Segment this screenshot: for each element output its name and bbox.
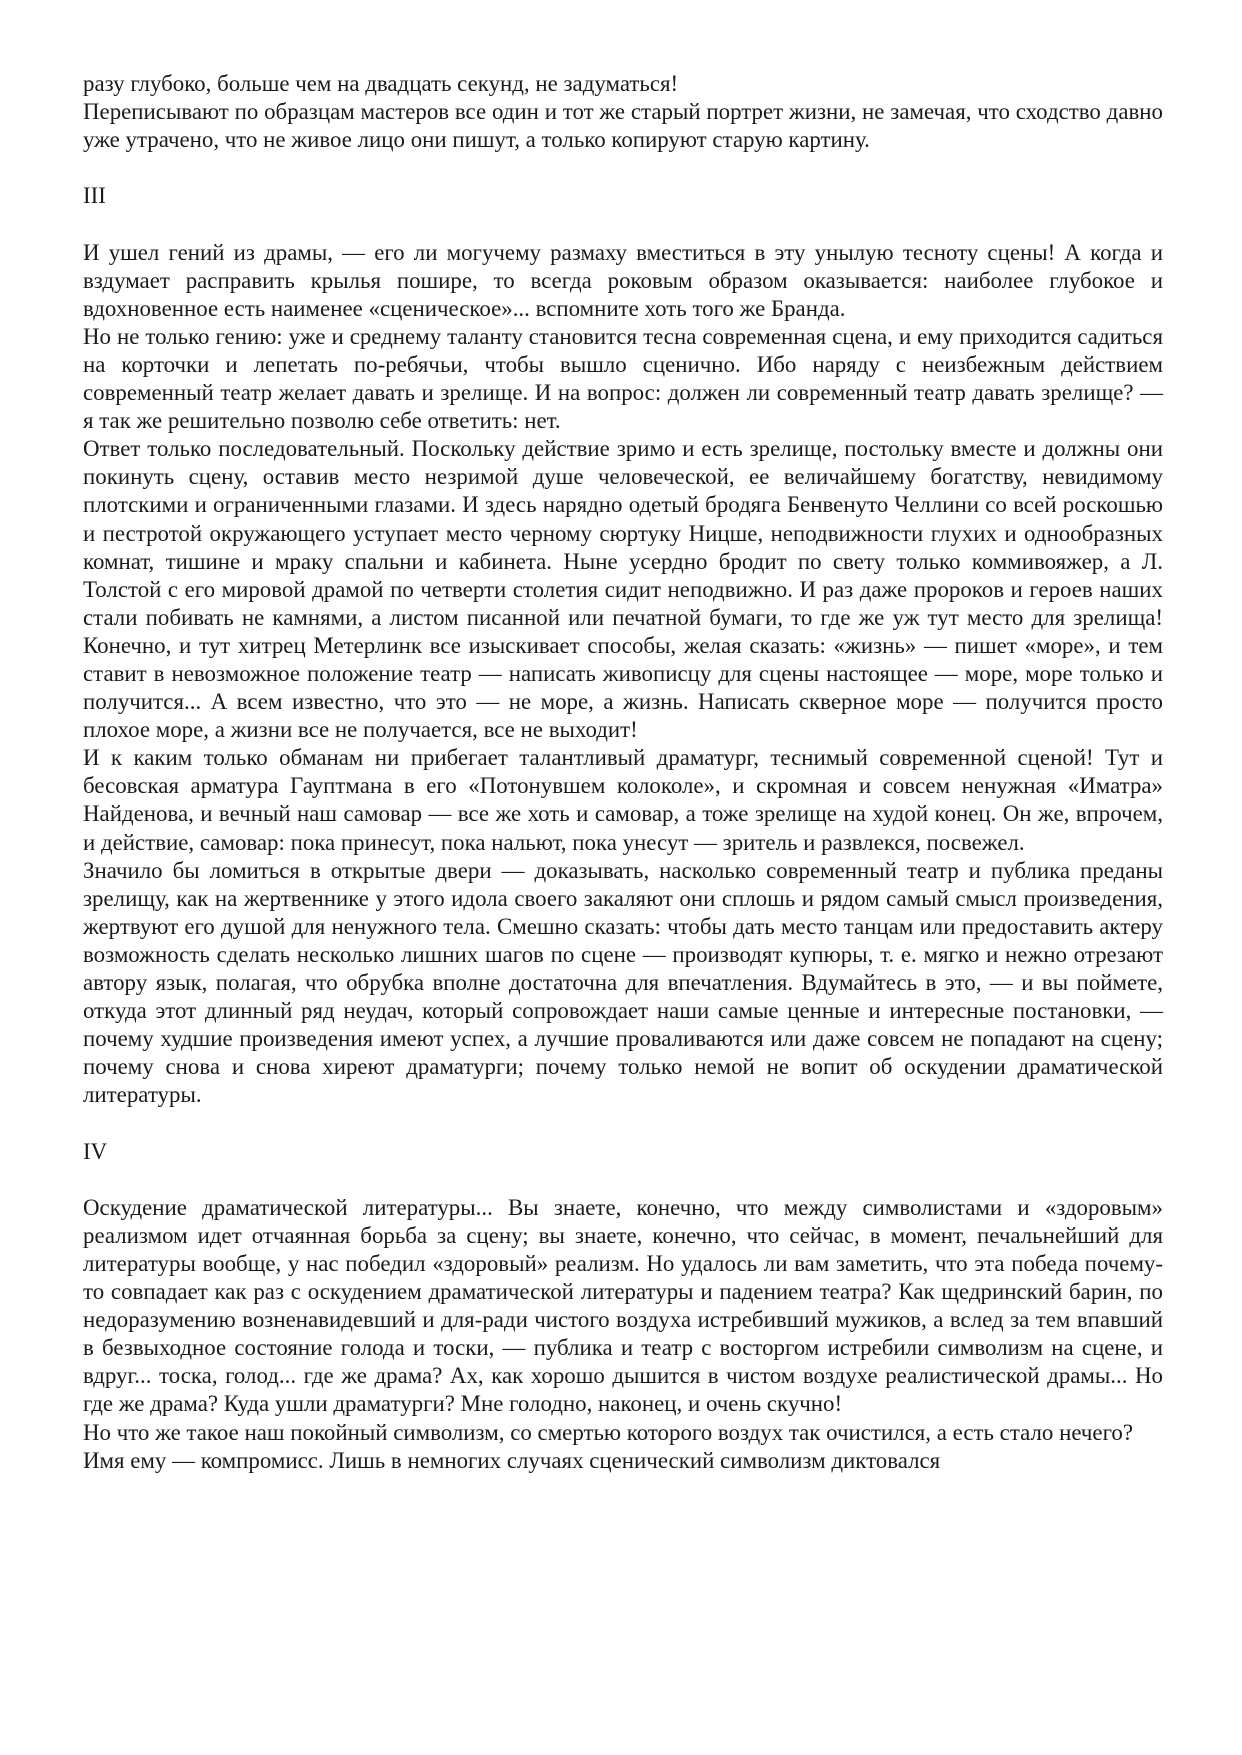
paragraph: разу глубоко, больше чем на двадцать секунд, не задуматься! bbox=[83, 71, 679, 96]
paragraph: Ответ только последовательный. Поскольку действие зримо и есть зрелище, постольку вместе и должны они покинуть сцену, оставив место незримой душе человеческой, ее величайшему богатству, невидимому плотскими и ограниченными глазами. И здесь нарядно одетый бродяга Бенвенуто Челлини со всей роскошью и пестротой окружающего уступает место черному сюртуку Ницше, неподвижности глухих и однообразных комнат, тишине и мраку спальни и кабинета. Ныне усердно бродит по свету только коммивояжер, а Л. Толстой с его мировой драмой по четверти столетия сидит неподвижно. И раз даже пророков и героев наших стали побивать не камнями, а листом писанной или печатной бумаги, то где же уж тут место для зрелища! Конечно, и тут хитрец Метерлинк все изыскивает способы, желая сказать: «жизнь» — пишет «море», и тем ставит в невозможное положение театр — написать живописцу для сцены настоящее — море, море только и получится... А всем известно, что это — не море, а жизнь. Написать скверное море — получится просто плохое море, а жизни все не получается, все не выходит! bbox=[83, 436, 1163, 743]
section-heading-iii: III bbox=[83, 183, 106, 209]
paragraph: И ушел гений из драмы, — его ли могучему размаху вместиться в эту унылую тесноту сцены! А когда и вздумает расправить крылья пошире, то всегда роковым образом оказывается: наиболее глубокое и вдохновенное есть наименее «сценическое»... вспомните хоть того же Бранда. bbox=[83, 239, 1163, 321]
paragraph: Но не только гению: уже и среднему таланту становится тесна современная сцена, и ему приходится садиться на корточки и лепетать по-ребячьи, чтобы вышло сценично. Ибо наряду с неизбежным действием современный театр желает давать и зрелище. И на вопрос: должен ли современный театр давать зрелище? — я так же решительно позволю себе ответить: нет. bbox=[83, 323, 1163, 434]
paragraph: Оскудение драматической литературы... Вы знаете, конечно, что между символистами и «здоровым» реализмом идет отчаянная борьба за сцену; вы знаете, конечно, что сейчас, в момент, печальнейший для литературы вообще, у нас победил «здоровый» реализм. Но удалось ли вам заметить, что эта победа почему-то совпадает как раз с оскудением драматической литературы и падением театра? Как щедринский барин, по недоразумению возненавидевший и для-ради чистого воздуха истребивший мужиков, а вслед за тем впавший в безвыходное состояние голода и тоски, — публика и театр с восторгом истребили символизм на сцене, и вдруг... тоска, голод... где же драма? Ах, как хорошо дышится в чистом воздухе реалистической драмы... Но где же драма? Куда ушли драматурги? Мне голодно, наконец, и очень скучно! bbox=[83, 1194, 1163, 1417]
section-heading-iv: IV bbox=[83, 1138, 108, 1164]
paragraph: Переписывают по образцам мастеров все один и тот же старый портрет жизни, не замечая, что сходство давно уже утрачено, что не живое лицо они пишут, а только копируют старую картину. bbox=[83, 99, 1163, 153]
document-page bbox=[83, 70, 1163, 1475]
paragraph: Но что же такое наш покойный символизм, со смертью которого воздух так очистился, а есть стало нечего? bbox=[83, 1419, 1134, 1445]
paragraph: Имя ему — компромисс. Лишь в немногих случаях сценический символизм диктовался bbox=[83, 1447, 941, 1473]
paragraph: Значило бы ломиться в открытые двери — доказывать, насколько современный театр и публика преданы зрелищу, как на жертвеннике у этого идола своего закаляют они сплошь и рядом самый смысл произведения, жертвуют его душой для ненужного тела. Смешно сказать: чтобы дать место танцам или предоставить актеру возможность сделать несколько лишних шагов по сцене — производят купюры, т. е. мягко и нежно отрезают автору язык, полагая, что обрубка вполне достаточна для впечатления. Вдумайтесь в это, — и вы поймете, откуда этот длинный ряд неудач, который сопровождает наши самые ценные и интересные постановки, — почему худшие произведения имеют успех, а лучшие проваливаются или даже совсем не попадают на сцену; почему снова и снова хиреют драматурги; почему только немой не вопит об оскудении драматической литературы. bbox=[83, 857, 1163, 1108]
paragraph: И к каким только обманам ни прибегает талантливый драматург, теснимый современной сценой! Тут и бесовская арматура Гауптмана в его «Потонувшем колоколе», и скромная и совсем ненужная «Иматра» Найденова, и вечный наш самовар — все же хоть и самовар, а тоже зрелище на худой конец. Он же, впрочем, и действие, самовар: пока принесут, пока нальют, пока унесут — зритель и развлекся, посвежел. bbox=[83, 745, 1163, 855]
